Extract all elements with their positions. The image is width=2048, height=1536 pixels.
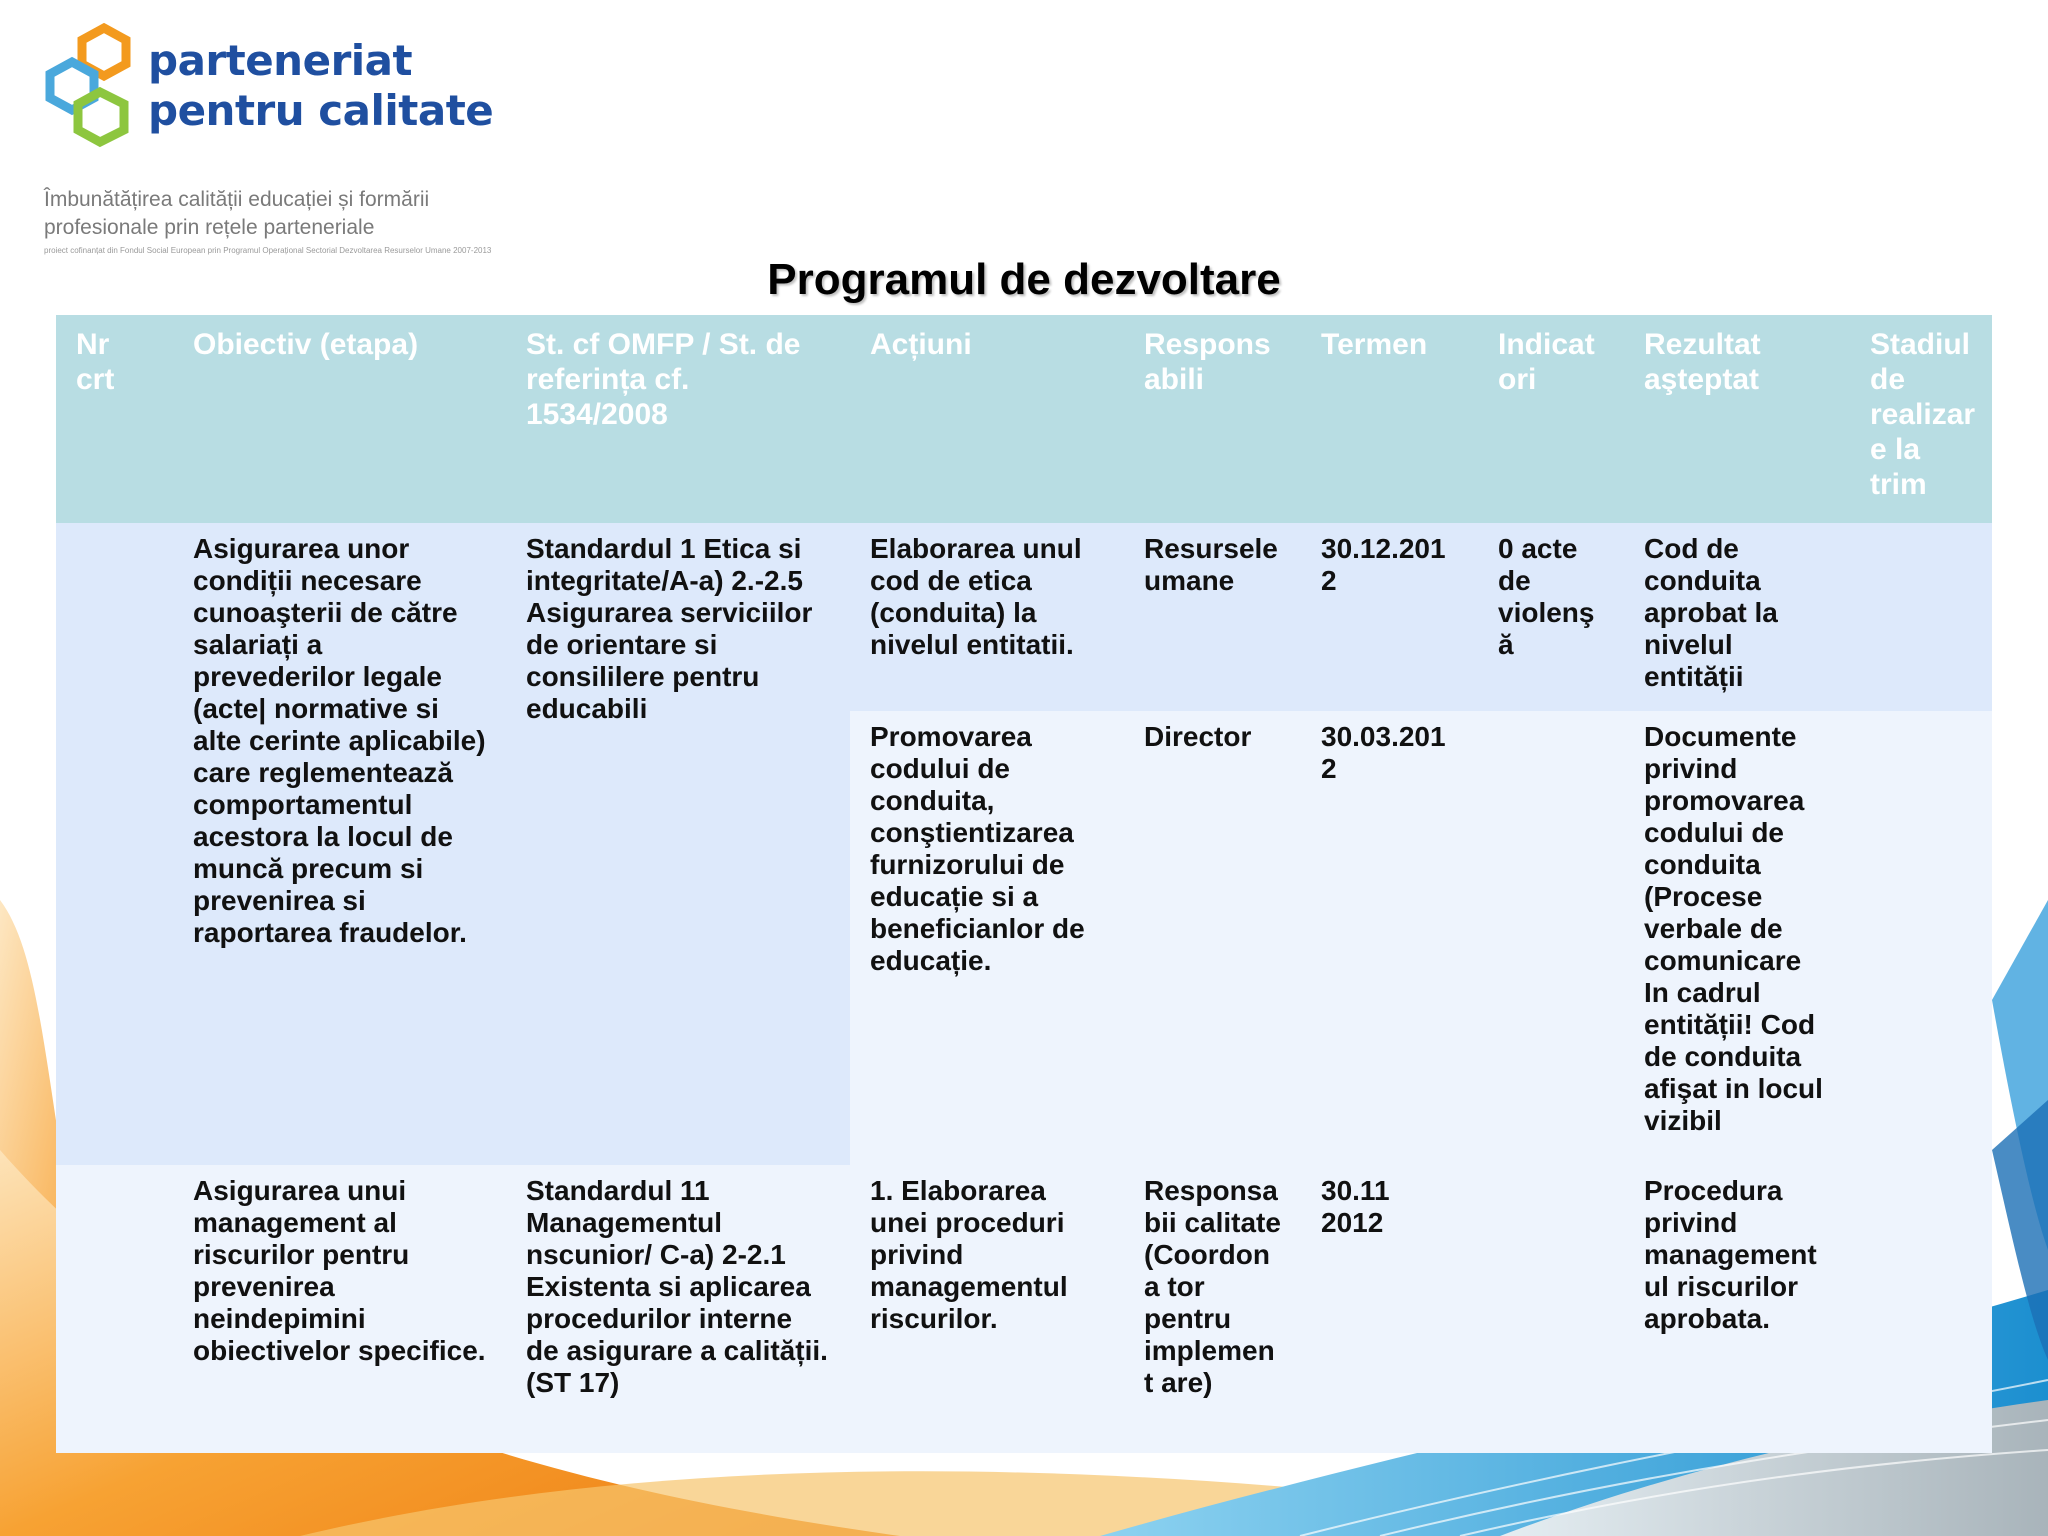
cell-responsabili: Responsa bii calitate (Coordon a tor pentru implemen t are) [1124, 1165, 1301, 1453]
cell-nr [56, 1165, 173, 1453]
cell-standard: Standardul 1 Etica si integritate/A-a) 2.-2.5 Asigurarea serviciilor de orientare si consililere pentru educabili [506, 523, 850, 1165]
cell-actiuni: Elaborarea unul cod de etica (conduita) la nivelul entitatii. [850, 523, 1124, 711]
cell-rezultat: Documente privind promovarea codului de conduita (Procese verbale de comunicare In cadrul entității! Cod de conduita afişat in locul vizibil [1624, 711, 1850, 1165]
development-plan-table [56, 315, 1992, 1453]
partner-logo [42, 22, 512, 255]
header-responsabili: Respons abili [1124, 315, 1301, 523]
cell-actiuni: Promovarea codului de conduita, conştientizarea furnizorului de educație si a beneficianlor de educație. [850, 711, 1124, 1165]
cell-indicatori: 0 acte de violenş ă [1478, 523, 1624, 711]
cell-standard: Standardul 11 Managementul nscunior/ C-a) 2-2.1 Existenta si aplicarea procedurilor interne de asigurare a calității. (ST 17) [506, 1165, 850, 1453]
table-row [56, 1165, 1992, 1453]
cell-rezultat: Cod de conduita aprobat la nivelul entității [1624, 523, 1850, 711]
header-actiuni: Acțiuni [850, 315, 1124, 523]
logo-title-line2: pentru calitate [148, 86, 494, 135]
logo-fineprint: proiect cofinanțat din Fondul Social European prin Programul Operațional Sectorial Dezvoltarea Resurselor Umane 2007-2013 [44, 246, 492, 255]
cell-termen: 30.11 2012 [1301, 1165, 1478, 1453]
logo-title-line1: parteneriat [148, 36, 413, 85]
hexagon-logo-icon [42, 22, 142, 152]
cell-actiuni: 1. Elaborarea unei proceduri privind managementul riscurilor. [850, 1165, 1124, 1453]
cell-obiectiv: Asigurarea unui management al riscurilor pentru prevenirea neindepimini obiectivelor specifice. [173, 1165, 506, 1453]
header-rezultat: Rezultat aşteptat [1624, 315, 1850, 523]
logo-tagline-line2: profesionale prin rețele parteneriale [44, 216, 375, 239]
table-row [56, 523, 1992, 711]
header-standard: St. cf OMFP / St. de referința cf. 1534/2008 [506, 315, 850, 523]
cell-stadiul [1850, 523, 1992, 711]
cell-stadiul [1850, 1165, 1992, 1453]
cell-responsabili: Director [1124, 711, 1301, 1165]
page-title: Programul de dezvoltare [767, 255, 1281, 304]
logo-tagline [44, 186, 514, 242]
cell-nr [56, 523, 173, 1165]
cell-indicatori [1478, 711, 1624, 1165]
logo-title [148, 36, 493, 136]
header-indicatori: Indicat ori [1478, 315, 1624, 523]
header-nr-crt: Nr crt [56, 315, 173, 523]
cell-termen: 30.03.201 2 [1301, 711, 1478, 1165]
cell-indicatori [1478, 1165, 1624, 1453]
header-obiectiv: Obiectiv (etapa) [173, 315, 506, 523]
cell-responsabili: Resursele umane [1124, 523, 1301, 711]
cell-termen: 30.12.201 2 [1301, 523, 1478, 711]
header-termen: Termen [1301, 315, 1478, 523]
cell-obiectiv: Asigurarea unor condiții necesare cunoaşterii de către salariați a prevederilor legale (acte| normative si alte cerinte aplicabile) care reglementează comportamentul acestora la locul de muncă precum si prevenirea si raportarea fraudelor. [173, 523, 506, 1165]
header-stadiul: Stadiul de realizar e la trim [1850, 315, 1992, 523]
logo-tagline-line1: Îmbunătățirea calității educației și formării [44, 188, 430, 211]
cell-rezultat: Procedura privind management ul riscurilor aprobata. [1624, 1165, 1850, 1453]
cell-stadiul [1850, 711, 1992, 1165]
table-header-row [56, 315, 1992, 523]
